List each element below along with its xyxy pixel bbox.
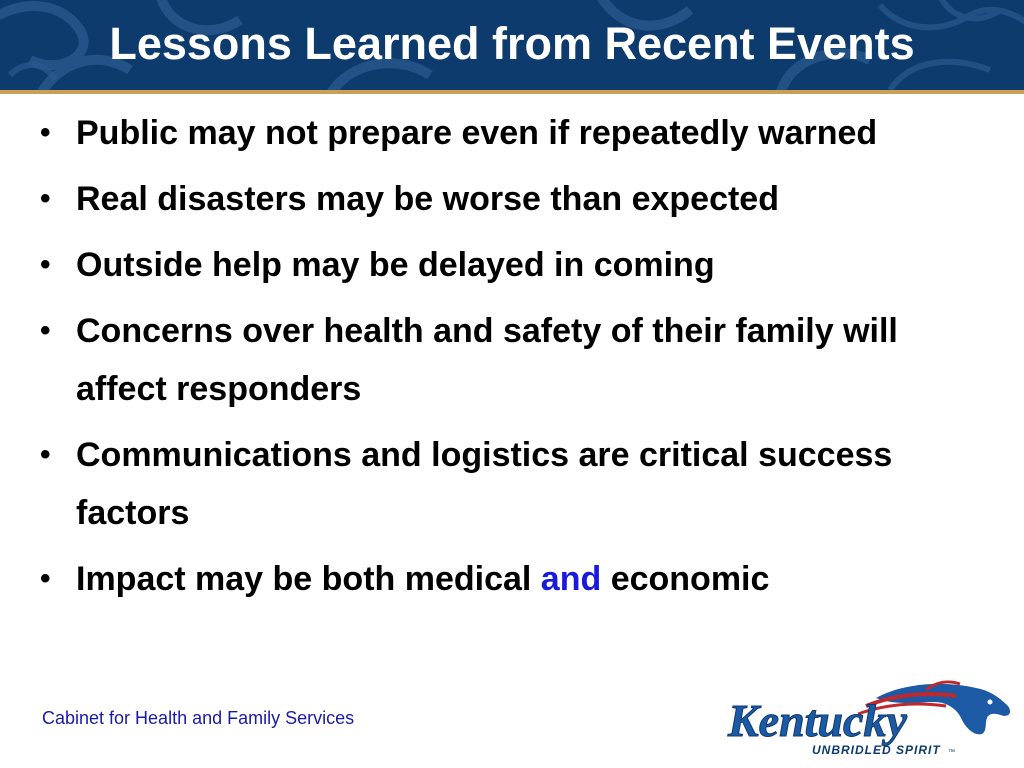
bullet-glyph: • <box>40 182 51 215</box>
bullet-text: Communications and logistics are critical success factors <box>76 436 893 532</box>
bullet-text-before: Impact may be both medical <box>76 560 541 598</box>
bullet-item <box>36 550 996 608</box>
bullet-item <box>36 104 996 162</box>
bullet-item <box>36 302 996 418</box>
bullet-text-highlight: and <box>540 560 602 598</box>
bullet-item <box>36 170 996 228</box>
kentucky-logo <box>726 676 1016 762</box>
bullet-glyph: • <box>40 248 51 281</box>
bullet-text: Real disasters may be worse than expected <box>76 180 779 218</box>
bullet-glyph: • <box>40 562 51 595</box>
bullet-glyph: • <box>40 438 51 471</box>
logo-wordmark: Kentucky <box>728 695 907 746</box>
bullet-text-after: economic <box>601 560 770 598</box>
slide-title: Lessons Learned from Recent Events <box>109 18 915 69</box>
slide-header <box>0 0 1024 90</box>
bullet-glyph: • <box>40 314 51 347</box>
logo-tagline: UNBRIDLED SPIRIT <box>812 743 941 757</box>
bullet-glyph: • <box>40 116 51 149</box>
header-divider <box>0 90 1024 94</box>
bullet-list <box>36 104 996 616</box>
bullet-item <box>36 426 996 542</box>
footer-organization: Cabinet for Health and Family Services <box>42 708 355 728</box>
logo-trademark: ™ <box>948 749 955 756</box>
bullet-text: Public may not prepare even if repeatedly warned <box>76 114 878 152</box>
bullet-item <box>36 236 996 294</box>
bullet-text: Concerns over health and safety of their family will affect responders <box>76 312 898 408</box>
bullet-text: Outside help may be delayed in coming <box>76 246 715 284</box>
